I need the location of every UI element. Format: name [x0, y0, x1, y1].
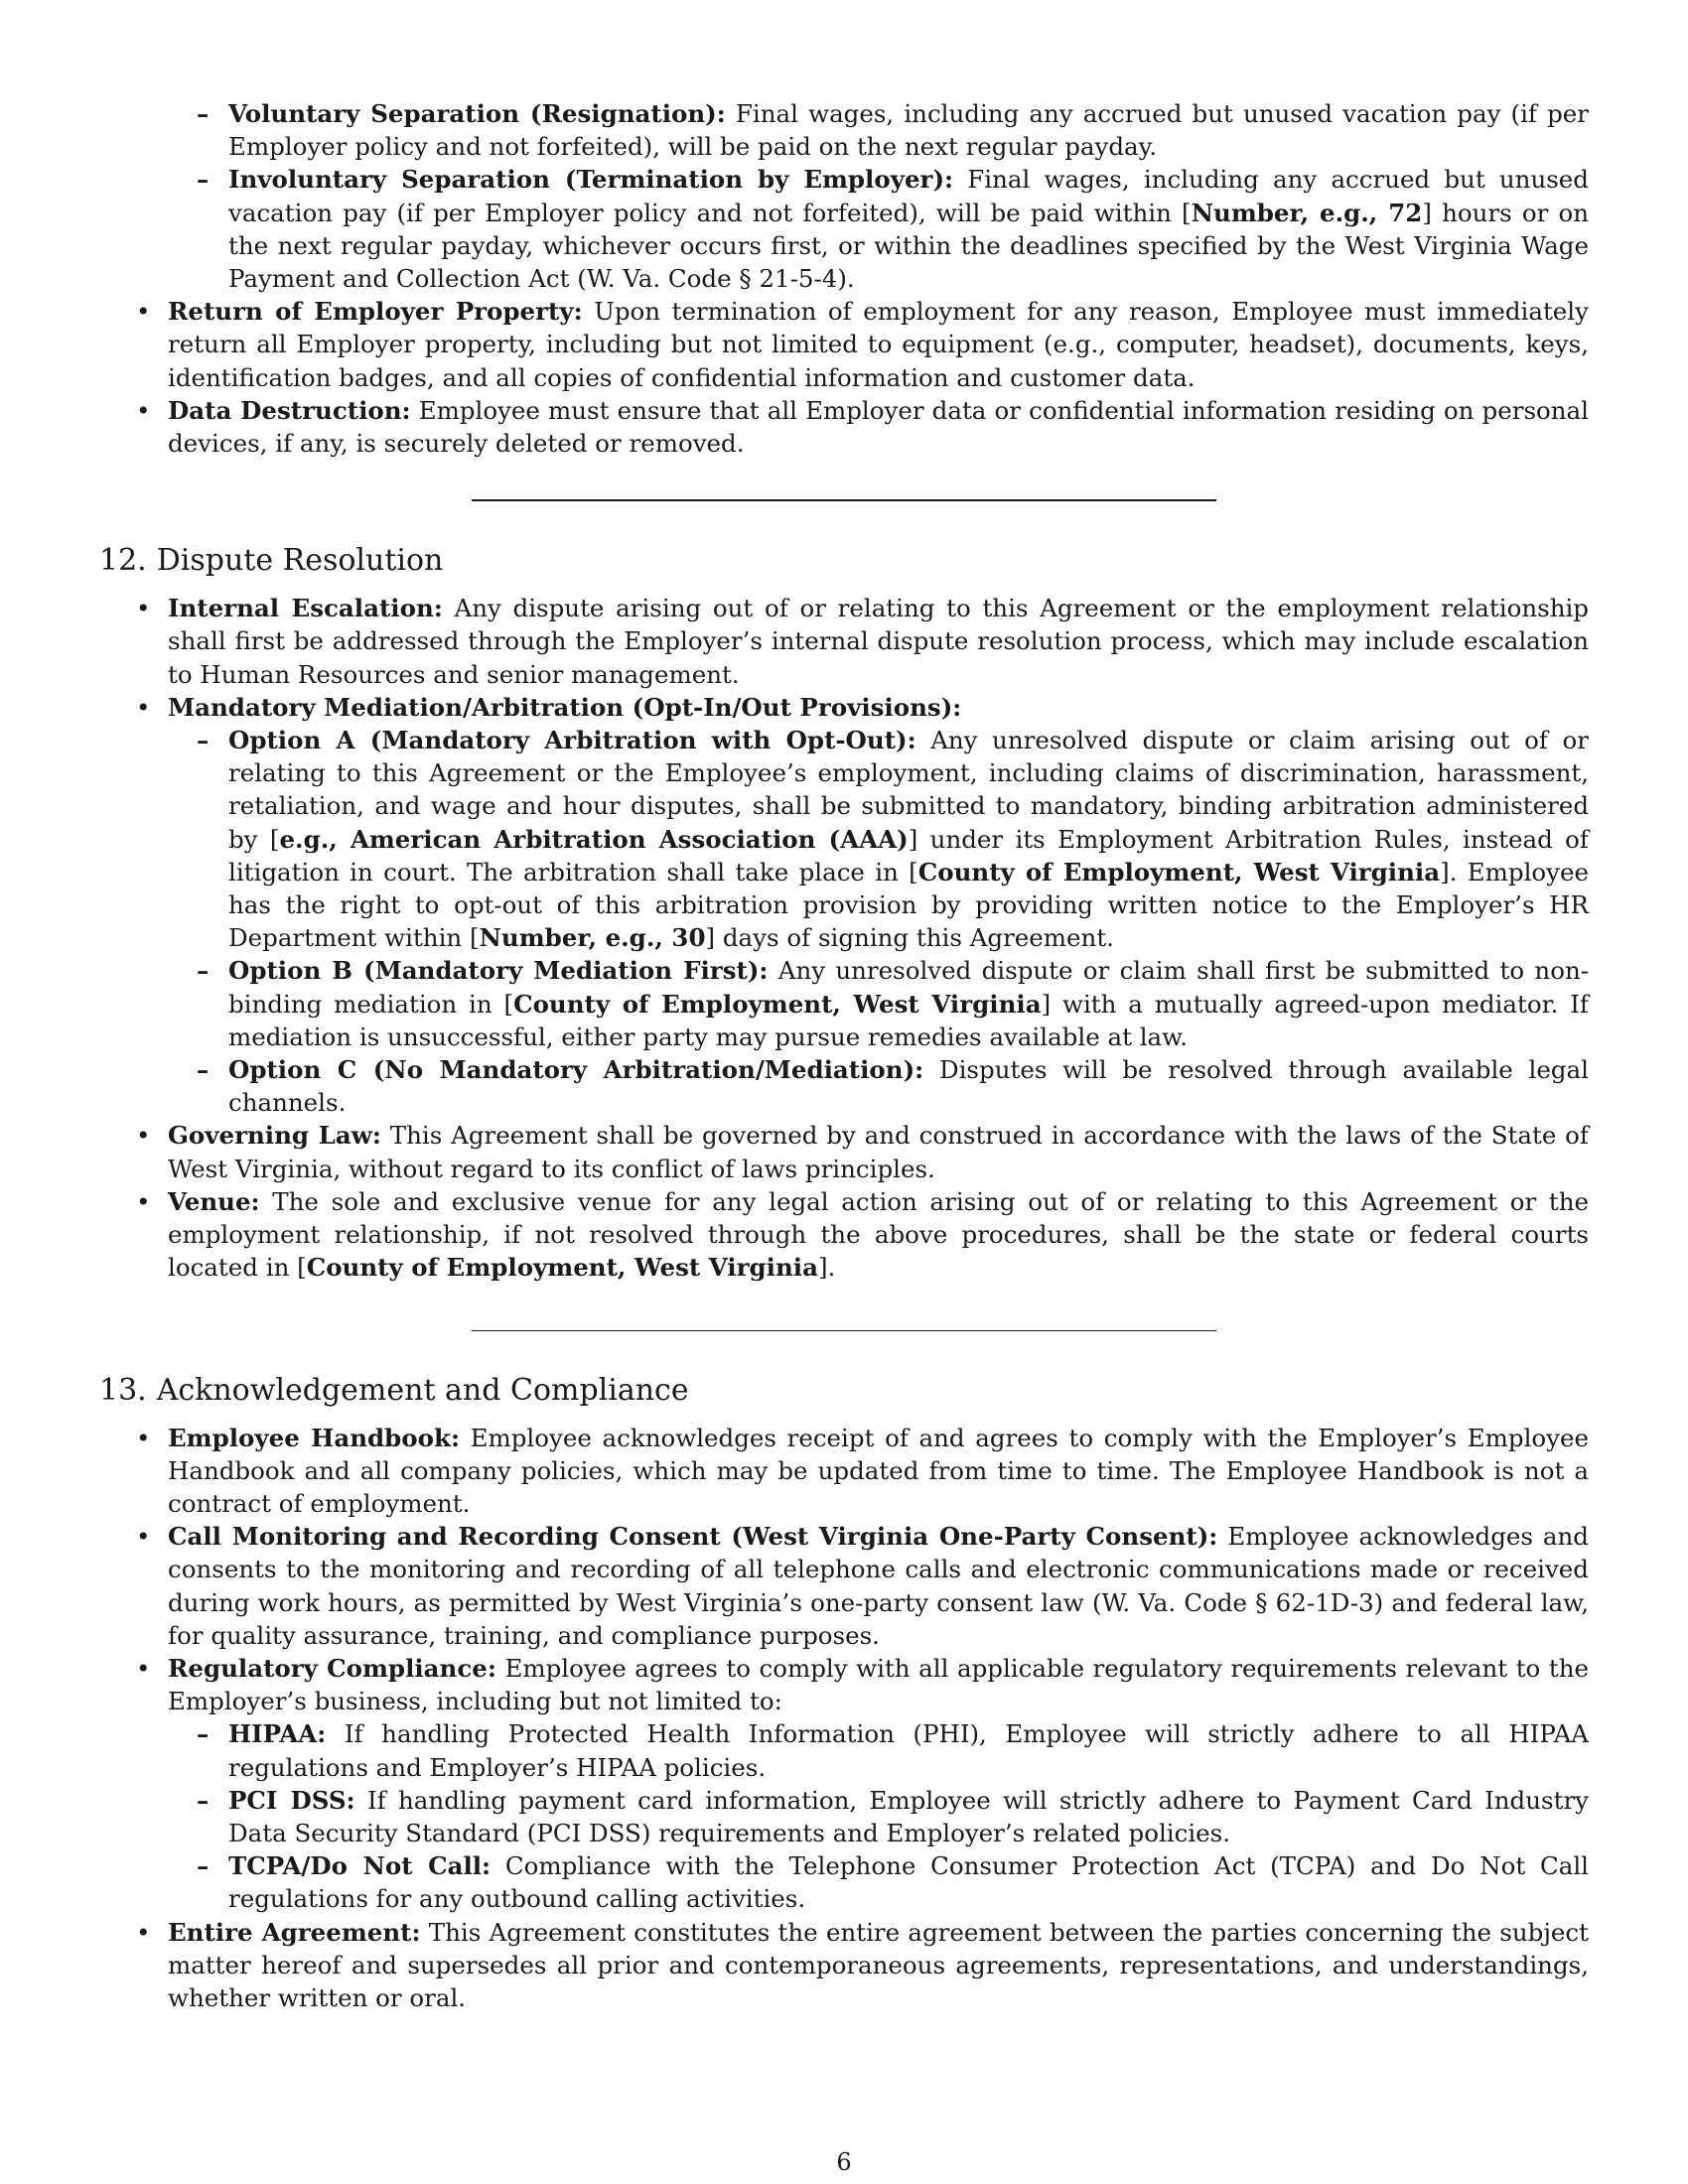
section-12-heading: 12. Dispute Resolution: [99, 543, 444, 579]
list-item-return-property: • Return of Employer Property: Upon termination of employment for any reason, Employee must immediately return all Employer property, including but not limited to equipment (e.g., computer, headset), documents, keys, identification badges, and all copies of confidential information and customer data.: [99, 295, 1589, 394]
document-page: [99, 97, 1589, 2014]
list-item-involuntary-separation: – Involuntary Separation (Termination by Employer): Final wages, including any accrued but unused vacation pay (if per Employer policy and not forfeited), will be paid within [Number, e.g., 72] hours or on the next regular payday, whichever occurs first, or within the deadlines specified by the West Virginia Wage Payment and Collection Act (W. Va. Code § 21-5-4).: [99, 163, 1589, 295]
list-item-pci-dss: – PCI DSS: If handling payment card information, Employee will strictly adhere to Payment Card Industry Data Security Standard (PCI DSS) requirements and Employer’s related policies.: [99, 1784, 1589, 1849]
list-item-regulatory-compliance: • Regulatory Compliance: Employee agrees to comply with all applicable regulatory requirements relevant to the Employer’s business, including but not limited to:: [99, 1652, 1589, 1717]
list-item-entire-agreement: • Entire Agreement: This Agreement constitutes the entire agreement between the parties concerning the subject matter hereof and supersedes all prior and contemporaneous agreements, representations, and understandings, whether written or oral.: [99, 1916, 1589, 2015]
list-item-internal-escalation: • Internal Escalation: Any dispute arising out of or relating to this Agreement or the employment relationship shall first be addressed through the Employer’s internal dispute resolution process, which may include escalation to Human Resources and senior management.: [99, 592, 1589, 691]
list-item-call-monitoring: • Call Monitoring and Recording Consent (West Virginia One-Party Consent): Employee acknowledges and consents to the monitoring and recording of all telephone calls and electronic communications made or received during work hours, as permitted by West Virginia’s one-party consent law (W. Va. Code § 62-1D-3) and federal law, for quality assurance, training, and compliance purposes.: [99, 1520, 1589, 1652]
section-divider: [472, 1330, 1216, 1331]
list-item-employee-handbook: • Employee Handbook: Employee acknowledges receipt of and agrees to comply with the Employer’s Employee Handbook and all company policies, which may be updated from time to time. The Employee Handbook is not a contract of employment.: [99, 1422, 1589, 1521]
separation-list: [99, 97, 1589, 460]
acknowledgement-list: [99, 1422, 1589, 2015]
page-number: 6: [836, 2148, 852, 2176]
list-item-governing-law: • Governing Law: This Agreement shall be governed by and construed in accordance with the laws of the State of West Virginia, without regard to its conflict of laws principles.: [99, 1119, 1589, 1184]
dispute-resolution-list: [99, 592, 1589, 1284]
list-item-option-b: – Option B (Mandatory Mediation First): Any unresolved dispute or claim shall first be submitted to non-binding mediation in [County of Employment, West Virginia] with a mutually agreed-upon mediator. If mediation is unsuccessful, either party may pursue remedies available at law.: [99, 954, 1589, 1053]
list-item-venue: • Venue: The sole and exclusive venue for any legal action arising out of or relating to this Agreement or the employment relationship, if not resolved through the above procedures, shall be the state or federal courts located in [County of Employment, West Virginia].: [99, 1185, 1589, 1285]
list-item-tcpa: – TCPA/Do Not Call: Compliance with the Telephone Consumer Protection Act (TCPA) and Do Not Call regulations for any outbound calling activities.: [99, 1849, 1589, 1915]
list-item-option-c: – Option C (No Mandatory Arbitration/Mediation): Disputes will be resolved through available legal channels.: [99, 1053, 1589, 1119]
list-item-mandatory-mediation: • Mandatory Mediation/Arbitration (Opt-In/Out Provisions):: [99, 691, 1589, 724]
list-item-option-a: – Option A (Mandatory Arbitration with Opt-Out): Any unresolved dispute or claim arising out of or relating to this Agreement or the Employee’s employment, including claims of discrimination, harassment, retaliation, and wage and hour disputes, shall be submitted to mandatory, binding arbitration administered by [e.g., American Arbitration Association (AAA)] under its Employment Arbitration Rules, instead of litigation in court. The arbitration shall take place in [County of Employment, West Virginia]. Employee has the right to opt-out of this arbitration provision by providing written notice to the Employer’s HR Department within [Number, e.g., 30] days of signing this Agreement.: [99, 724, 1589, 954]
list-item-hipaa: – HIPAA: If handling Protected Health Information (PHI), Employee will strictly adhere to all HIPAA regulations and Employer’s HIPAA policies.: [99, 1717, 1589, 1783]
section-divider: [472, 499, 1216, 501]
section-13-heading: 13. Acknowledgement and Compliance: [99, 1372, 689, 1408]
list-item-data-destruction: • Data Destruction: Employee must ensure that all Employer data or confidential information residing on personal devices, if any, is securely deleted or removed.: [99, 394, 1589, 460]
list-item-voluntary-separation: – Voluntary Separation (Resignation): Final wages, including any accrued but unused vacation pay (if per Employer policy and not forfeited), will be paid on the next regular payday.: [99, 97, 1589, 163]
